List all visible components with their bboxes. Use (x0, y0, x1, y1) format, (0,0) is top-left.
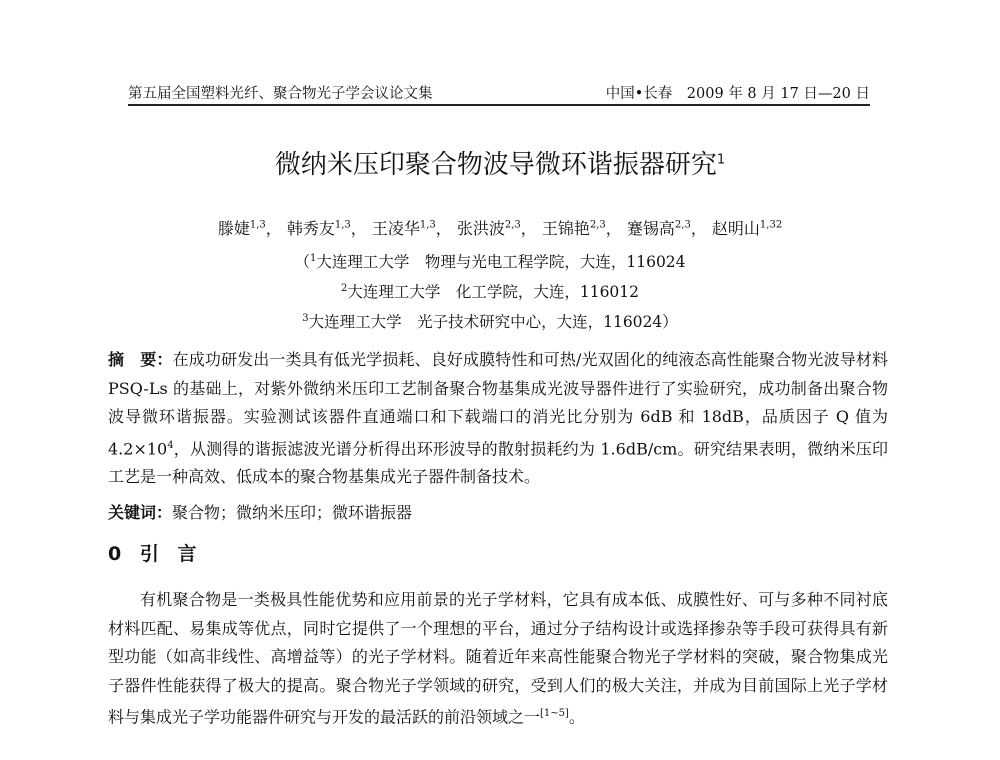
author-name: 蹇锡高 (626, 219, 675, 238)
abstract-exponent: 4 (167, 439, 174, 451)
keywords (108, 499, 888, 528)
running-header (128, 76, 870, 106)
affiliation-mark: 2 (340, 282, 348, 294)
affiliation-text: 大连理工大学 物理与光电工程学院，大连，116024 (316, 253, 686, 271)
author-affil-mark: 1,3 (249, 219, 266, 231)
abstract-label: 摘 要： (108, 350, 173, 369)
intro-end: 。 (568, 707, 585, 727)
header-proceedings-title: 第五届全国塑料光纤、聚合物光子学会议论文集 (128, 86, 433, 102)
citation-ref: [1~5] (540, 708, 569, 719)
author-name: 张洪波 (456, 219, 505, 238)
author-affil-mark: 2,3 (589, 219, 606, 231)
author-affil-mark: 2,3 (674, 219, 691, 231)
affiliation-2 (0, 280, 990, 302)
affiliation-text: 大连理工大学 光子技术研究中心，大连，116024） (308, 313, 678, 331)
intro-text: 有机聚合物是一类极具性能优势和应用前景的光子学材料，它具有成本低、成膜性好、可与多种不同衬底材料匹配、易集成等优点，同时它提供了一个理想的平台，通过分子结构设计或选择掺杂等手段可获得具有新型功能（如高非线性、高增益等）的光子学材料。随着近年来高性能聚合物光子学材料的突破，聚合物集成光子器件性能获得了极大的提高。聚合物光子学领域的研究，受到人们的极大关注，并成为目前国际上光子学材料与集成光子学功能器件研究与开发的最活跃的前沿领域之一 (108, 590, 888, 727)
affiliation-mark: 1 (309, 252, 317, 264)
author-name: 王凌华 (371, 219, 420, 238)
abstract (108, 346, 888, 492)
author-name: 韩秀友 (286, 219, 335, 238)
author-affil-mark: 1,3 (419, 219, 436, 231)
title-footnote-mark: 1 (716, 152, 726, 168)
affiliation-mark: 3 (302, 312, 309, 324)
abstract-text-continued: ，从测得的谐振滤波光谱分析得出环形波导的散射损耗约为 1.6dB/cm。研究结果表明，微纳米压印工艺是一种高效、低成本的聚合物基集成光子器件制备技术。 (108, 438, 888, 487)
author-name: 王锦艳 (541, 219, 590, 238)
intro-paragraph (108, 586, 888, 732)
affiliation-3 (0, 310, 990, 332)
affiliation-1 (0, 250, 990, 272)
author-list: 滕婕$^{1,3}$， 韩秀友$^{1,3}$， 王凌华$^{1,3}$， 张洪波$^{2,3}$， 王锦艳$^{2,3}$， 蹇锡高$^{2,3}$， 赵明山$^{1,32}$ (217, 219, 783, 238)
affiliation-text: 大连理工大学 化工学院，大连，116012 (347, 283, 640, 301)
author-affil-mark: 1,32 (759, 219, 783, 231)
author-name: 赵明山 (711, 219, 760, 238)
paper-title (0, 144, 1000, 181)
keywords-text: 聚合物；微纳米压印；微环谐振器 (172, 503, 413, 522)
keywords-label: 关键词： (108, 503, 173, 522)
abstract-text: 在成功研发出一类具有低光学损耗、良好成膜特性和可热/光双固化的纯液态高性能聚合物光波导材料 PSQ-Ls 的基础上，对紫外微纳米压印工艺制备聚合物基集成光波导器件进行了实验研究，成功制备出聚合物波导微环谐振器。实验测试该器件直通端口和下载端口的消光比分别为 6dB 和 18dB，品质因子 Q 值为 4.2×10 (108, 350, 888, 458)
affiliation-open-paren: （ (294, 253, 310, 271)
section-heading: 0 引 言 (108, 543, 203, 565)
author-affil-mark: 2,3 (504, 219, 521, 231)
paper-title-text: 微纳米压印聚合物波导微环谐振器研究 (274, 150, 717, 180)
header-location-date: 中国•长春 2009 年 8 月 17 日—20 日 (605, 86, 870, 102)
author-name: 滕婕 (217, 219, 250, 238)
author-affil-mark: 1,3 (334, 219, 351, 231)
